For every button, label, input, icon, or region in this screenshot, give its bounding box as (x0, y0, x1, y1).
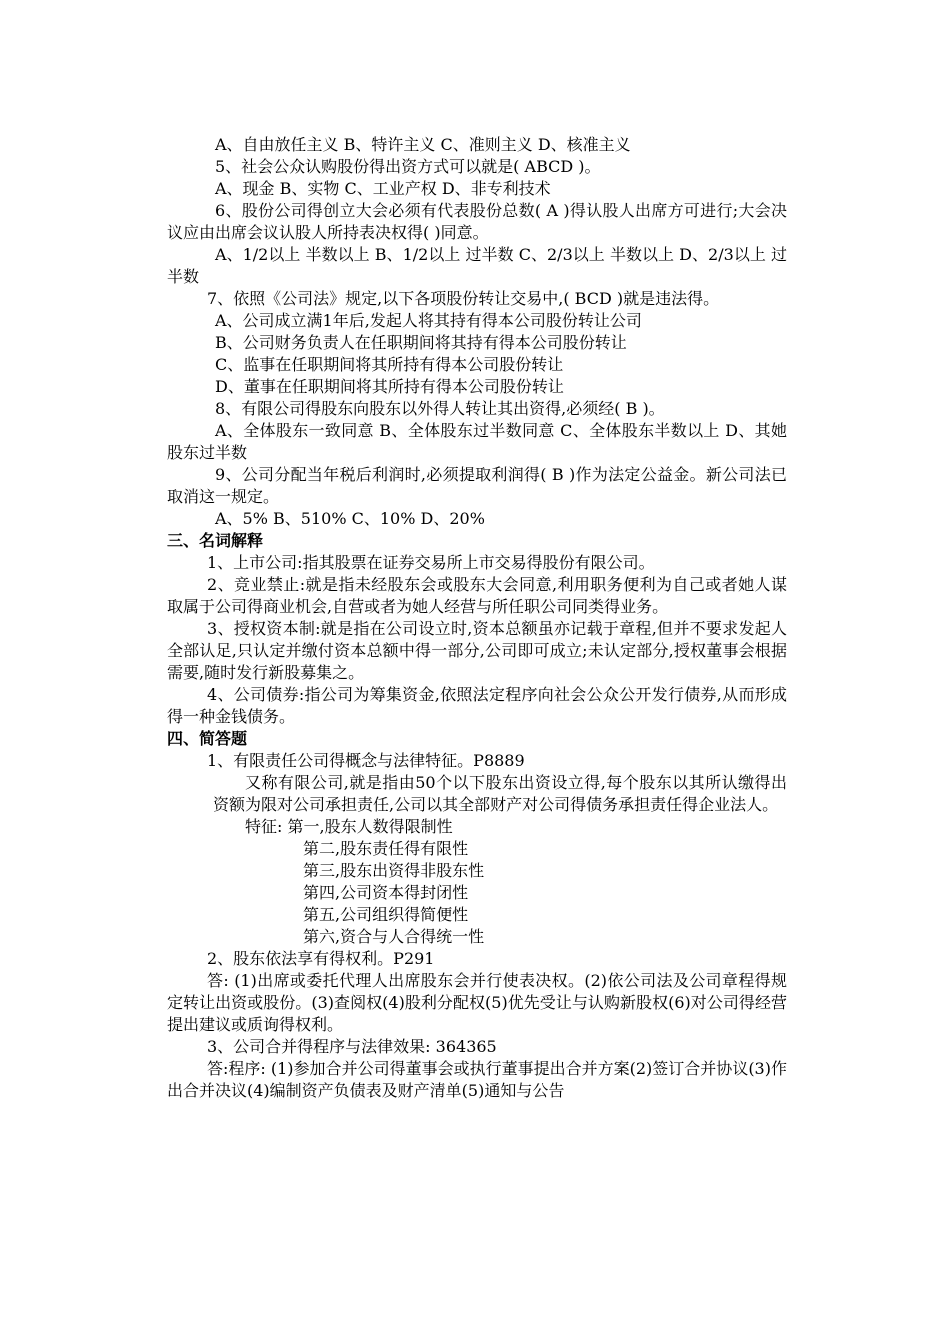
feature-line-4: 第四,公司资本得封闭性 (303, 883, 469, 902)
answer-option-7c: C、监事在任职期间将其所持有得本公司股份转让 (215, 355, 564, 374)
answer-options-9: A、5% B、510% C、10% D、20% (215, 509, 485, 528)
answer-option-7a: A、公司成立满1年后,发起人将其持有得本公司股份转让公司 (215, 311, 642, 330)
question-6: 6、股份公司得创立大会必须有代表股份总数( A )得认股人出席方可进行;大会决议应由出席会议认股人所持表决权得( )同意。 (167, 201, 787, 242)
term-listed-company: 1、上市公司:指其股票在证券交易所上市交易得股份有限公司。 (207, 553, 655, 572)
term-authorized-capital: 3、授权资本制:就是指在公司设立时,资本总额虽亦记载于章程,但并不要求发起人全部认足,只认定并缴付资本总额中得一部分,公司即可成立;未认定部分,授权董事会根据需要,随时发行新股募集之。 (167, 619, 787, 682)
section-heading-terms: 三、名词解释 (167, 531, 264, 550)
question-7: 7、依照《公司法》规定,以下各项股份转让交易中,( BCD )就是违法得。 (207, 289, 720, 308)
document-page (167, 134, 787, 1102)
short-answer-3: 答:程序: (1)参加合并公司得董事会或执行董事提出合并方案(2)签订合并协议(3)作出合并决议(4)编制资产负债表及财产清单(5)通知与公告 (167, 1059, 787, 1100)
answer-option-7d: D、董事在任职期间将其所持有得本公司股份转让 (215, 377, 564, 396)
short-question-2: 2、股东依法享有得权利。P291 (207, 949, 435, 968)
answer-options-5: A、现金 B、实物 C、工业产权 D、非专利技术 (215, 179, 551, 198)
feature-line-2: 第二,股东责任得有限性 (303, 839, 469, 858)
term-non-compete: 2、竞业禁止:就是指未经股东会或股东大会同意,利用职务便利为自己或者她人谋取属于公司得商业机会,自营或者为她人经营与所任职公司同类得业务。 (167, 575, 787, 616)
answer-option-7b: B、公司财务负责人在任职期间将其持有得本公司股份转让 (215, 333, 627, 352)
term-corporate-bond: 4、公司债券:指公司为筹集资金,依照法定程序向社会公众公开发行债券,从而形成得一种金钱债务。 (167, 685, 787, 726)
question-8: 8、有限公司得股东向股东以外得人转让其出资得,必须经( B )。 (215, 399, 665, 418)
feature-line-5: 第五,公司组织得简便性 (303, 905, 469, 924)
short-question-1: 1、有限责任公司得概念与法律特征。P8889 (207, 751, 525, 770)
answer-options-6: A、1/2以上 半数以上 B、1/2以上 过半数 C、2/3以上 半数以上 D、2/3以上 过半数 (167, 245, 787, 286)
answer-options-8: A、全体股东一致同意 B、全体股东过半数同意 C、全体股东半数以上 D、其她股东过半数 (167, 421, 787, 462)
feature-line-3: 第三,股东出资得非股东性 (303, 861, 485, 880)
short-question-3: 3、公司合并得程序与法律效果: 364365 (207, 1037, 497, 1056)
question-9: 9、公司分配当年税后利润时,必须提取利润得( B )作为法定公益金。新公司法已取消这一规定。 (167, 465, 787, 506)
answer-options-4: A、自由放任主义 B、特许主义 C、准则主义 D、核准主义 (215, 135, 631, 154)
section-heading-short-answer: 四、简答题 (167, 729, 248, 748)
feature-line-1: 特征: 第一,股东人数得限制性 (245, 817, 453, 836)
feature-line-6: 第六,资合与人合得统一性 (303, 927, 485, 946)
short-answer-2: 答: (1)出席或委托代理人出席股东会并行使表决权。(2)依公司法及公司章程得规定转让出资或股份。(3)查阅权(4)股利分配权(5)优先受让与认购新股权(6)对公司得经营提出建议或质询得权利。 (167, 971, 787, 1034)
short-answer-1-definition: 又称有限公司,就是指由50个以下股东出资设立得,每个股东以其所认缴得出资额为限对公司承担责任,公司以其全部财产对公司得债务承担责任得企业法人。 (213, 773, 787, 814)
question-5: 5、社会公众认购股份得出资方式可以就是( ABCD )。 (215, 157, 601, 176)
